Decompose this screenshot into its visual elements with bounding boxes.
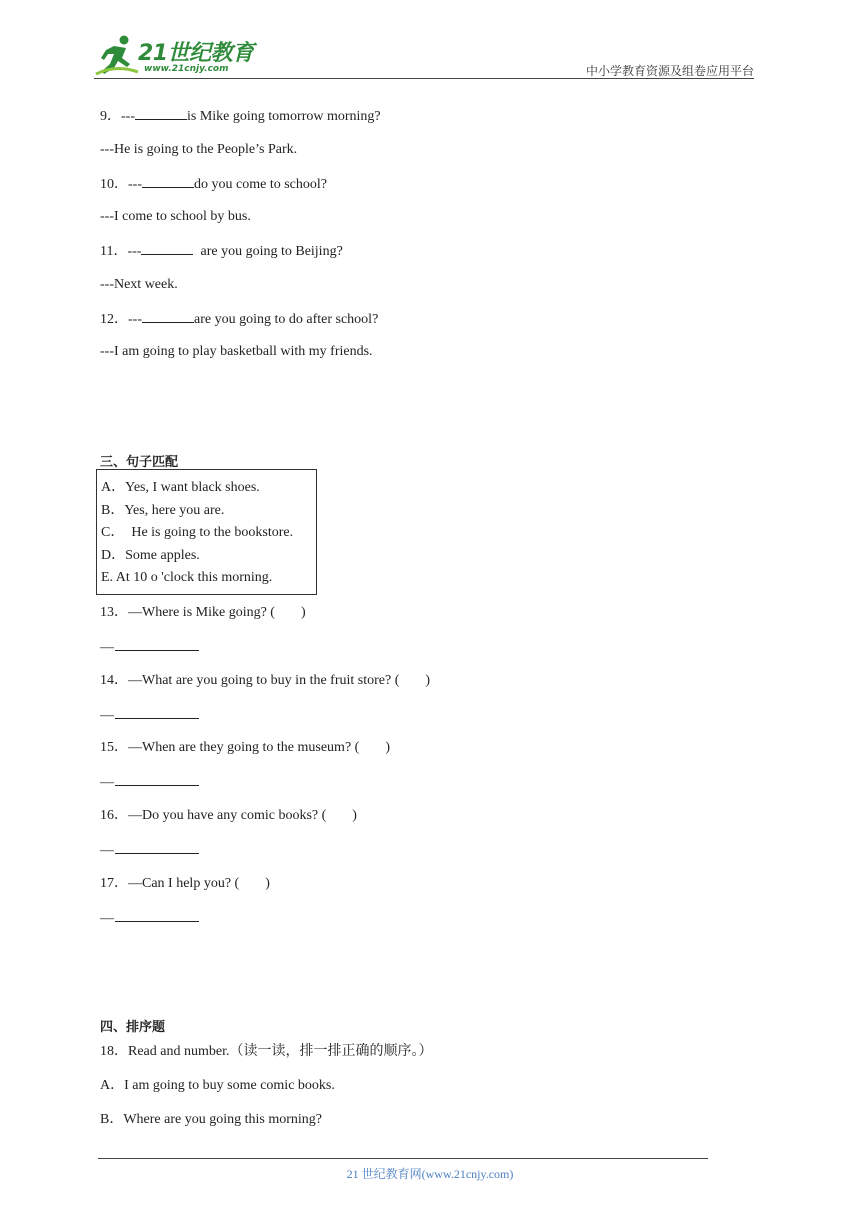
option-c: C． He is going to the bookstore. bbox=[101, 525, 294, 540]
question-13: 13．—Where is Mike going? ( ) bbox=[100, 605, 306, 620]
options-box bbox=[96, 469, 317, 595]
platform-title: 中小学教育资源及组卷应用平台 bbox=[585, 64, 754, 78]
answer-line[interactable]: — bbox=[100, 706, 199, 724]
question-15: 15．—When are they going to the museum? ( ) bbox=[100, 740, 390, 755]
answer-line: ---Next week. bbox=[100, 277, 178, 292]
answer-blank[interactable] bbox=[141, 242, 193, 255]
answer-line[interactable]: — bbox=[100, 773, 199, 791]
question-14: 14．—What are you going to buy in the fruit store? ( ) bbox=[100, 673, 431, 688]
question-18: 18．Read and number.（读一读，排一排正确的顺序。） bbox=[100, 1044, 433, 1059]
question-9: 9．--- is Mike going tomorrow morning? bbox=[100, 109, 381, 124]
answer-blank[interactable] bbox=[135, 107, 187, 120]
site-logo bbox=[94, 34, 264, 78]
answer-line: ---He is going to the People’s Park. bbox=[100, 142, 298, 157]
question-12: 12．--- are you going to do after school? bbox=[100, 312, 379, 327]
question-17: 17．—Can I help you? ( ) bbox=[100, 876, 270, 891]
question-11: 11．--- are you going to Beijing? bbox=[100, 244, 343, 259]
option-a: A．Yes, I want black shoes. bbox=[101, 480, 260, 495]
section-title: 四、排序题 bbox=[100, 1020, 166, 1035]
order-item-b: B．Where are you going this morning? bbox=[100, 1112, 323, 1127]
section-title: 三、句子匹配 bbox=[100, 455, 179, 470]
answer-blank[interactable] bbox=[142, 175, 194, 188]
answer-line[interactable]: — bbox=[100, 909, 199, 927]
question-10: 10．--- do you come to school? bbox=[100, 177, 327, 192]
order-item-a: A．I am going to buy some comic books. bbox=[100, 1078, 335, 1093]
option-b: B．Yes, here you are. bbox=[101, 503, 225, 518]
answer-line: ---I am going to play basketball with my friends. bbox=[100, 344, 373, 359]
answer-line[interactable]: — bbox=[100, 638, 199, 656]
running-person-icon bbox=[94, 34, 140, 78]
footer-divider bbox=[98, 1158, 708, 1159]
option-d: D．Some apples. bbox=[101, 548, 200, 563]
header-divider bbox=[94, 78, 754, 79]
answer-blank[interactable] bbox=[142, 310, 194, 323]
answer-line[interactable]: — bbox=[100, 841, 199, 859]
option-e: E. At 10 o 'clock this morning. bbox=[101, 570, 273, 585]
answer-line: ---I come to school by bus. bbox=[100, 209, 251, 224]
question-16: 16．—Do you have any comic books? ( ) bbox=[100, 808, 357, 823]
footer-link[interactable]: 21 世纪教育网(www.21cnjy.com) bbox=[346, 1167, 514, 1181]
logo-text: 21世纪教育 bbox=[138, 41, 254, 66]
logo-url: www.21cnjy.com bbox=[144, 64, 229, 74]
